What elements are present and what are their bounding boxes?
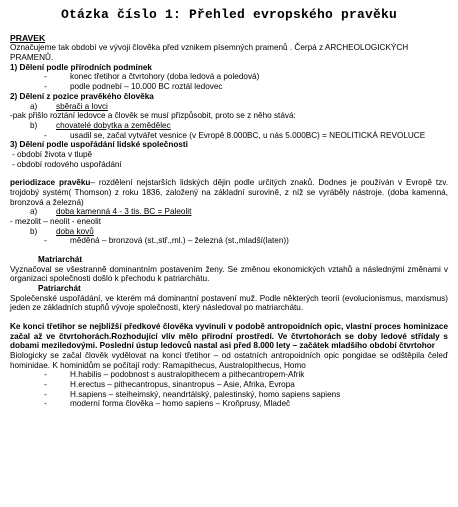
intro-paragraph: Označujeme tak období ve vývoji člověka před vznikem písemných pramenů . Čerpá z ARCHEOLOGICKÝCH PRAMENŮ.: [10, 43, 409, 63]
item-letter: a): [30, 101, 38, 111]
evolution-item-text: H.sapiens – steiheimský, neandrtálský, palestinský, homo sapiens sapiens: [70, 389, 341, 399]
evolution-item: - moderní forma člověka – homo sapiens – Kroňprusy, Mladeč: [44, 399, 291, 409]
item-label: doba kovů: [56, 226, 94, 236]
section-2-note: -pak přišlo roztání ledovce a člověk se musí přizpůsobit, proto se z něho stává:: [10, 111, 296, 121]
patriarchat-heading: Patriarchát: [38, 283, 81, 293]
evolution-item: - H.habilis – podobnost s australopithecem a pithecantropem-Afrik: [44, 370, 305, 380]
evolution-item: - H.erectus – pithecantropus, sinantropus – Asie, Afrika, Evropa: [44, 379, 295, 389]
item-label: chovatelé dobytka a zemědělec: [56, 120, 171, 130]
periodizace-paragraph: [10, 178, 448, 207]
evolution-item-text: H.habilis – podobnost s australopithecem a pithecantropem-Afrik: [70, 370, 305, 380]
periodizace-b-text: měděná – bronzová (st.,stř.,ml.) – železná (st.,mladší(laten)): [70, 236, 289, 246]
evolution-text: Biologicky se začal člověk vydělovat na konci třetihor – od ostatních antropoidních opic pongidae se odštěpila čeleď hominidae. K hominidům se počítají rody: Ramapithecus, Australopithecus, Homo: [10, 350, 448, 370]
section-1-heading: 1) Dělení podle přírodních podmínek: [10, 62, 152, 72]
section-1-item-text: podle podnebí – 10.000 BC roztál ledovec: [70, 82, 223, 92]
section-2-b-text: usadil se, začal vytvářet vesnice (v Evropě 8.000BC, u nás 5.000BC) = NEOLITICKÁ REVOLUCE: [70, 130, 426, 140]
section-1-item: - podle podnebí – 10.000 BC roztál ledovec: [44, 82, 223, 92]
evolution-bold-paragraph: Ke konci třetihor se nejbližší předkové člověka vyvinuli v podobě antropoidních opic, vlastní proces hominizace začal až ve čtvrtohorách.Rozhodující vliv mělo přírodní prostředí. Ve čtvrtohorách se doby ledové střídaly s dobami meziledovými. Poslední ústup ledovců nastal asi před 8.000 lety – začátek mladšího období čtvrtohor: [10, 321, 448, 351]
section-3-heading: 3) Dělení podle uspořádání lidské společnosti: [10, 140, 188, 150]
item-letter: a): [30, 207, 38, 217]
section-1-item: - konec třetihor a čtvrtohory (doba ledová a poledová): [44, 72, 260, 82]
section-1-item-text: konec třetihor a čtvrtohory (doba ledová a poledová): [70, 72, 260, 82]
document-title: Otázka číslo 1: Přehled evropského pravěku: [60, 7, 398, 22]
periodizace-b-detail: - měděná – bronzová (st.,stř.,ml.) – železná (st.,mladší(laten)): [44, 236, 289, 246]
evolution-item: - H.sapiens – steiheimský, neandrtálský, palestinský, homo sapiens sapiens: [44, 389, 341, 399]
patriarchat-text: Společenské uspořádání, ve kterém má dominantní postavení muž. Podle některých teorií (evolucionismus, marxismus) jeden ze základních stupňů vývoje společnosti, který následoval po matriarchátu.: [10, 293, 448, 313]
periodizace-lead: periodizace pravěku: [10, 178, 91, 188]
section-3-item: - období rodového uspořádání: [12, 159, 122, 169]
periodizace-item-a: [10, 207, 448, 217]
matriarchat-text: Vyznačoval se všestranně dominantním postavením ženy. Se změnou ekonomických vztahů a následnými změnami v organizaci společnosti došlo k přechodu k patriarchátu.: [10, 264, 448, 284]
evolution-item-text: moderní forma člověka – homo sapiens – Kroňprusy, Mladeč: [70, 399, 291, 409]
pravek-heading: PRAVEK: [10, 33, 46, 44]
evolution-item-text: H.erectus – pithecantropus, sinantropus – Asie, Afrika, Evropa: [70, 379, 295, 389]
section-3-item: - období života v tlupě: [12, 149, 93, 159]
item-label: doba kamenná 4 - 3 tis. BC = Paleolit: [56, 207, 192, 217]
section-2-item-a: [10, 102, 448, 112]
periodizace-text: – rozdělení nejstarších lidských dějin podle určitých znaků. Dodnes je používán v Evropě tzv. trojdobý systém( Thomson) z roku 1836, založený na základní surovině, z níž se vyráběly nástroje. (doba kamenná, bronzová a železná): [10, 178, 448, 207]
matriarchat-heading: Matriarchát: [38, 254, 83, 264]
periodizace-a-sub: - mezolit – neolit - eneolit: [10, 216, 102, 226]
section-2-b-detail: - usadil se, začal vytvářet vesnice (v Evropě 8.000BC, u nás 5.000BC) = NEOLITICKÁ REVOLUCE: [44, 130, 426, 140]
item-letter: b): [30, 226, 38, 236]
item-label: sběrači a lovci: [56, 101, 108, 111]
item-letter: b): [30, 120, 38, 130]
periodizace-item-b: [10, 227, 448, 237]
section-2-heading: 2) Dělení z pozice pravěkého člověka: [10, 91, 154, 101]
section-2-item-b: [10, 121, 448, 131]
